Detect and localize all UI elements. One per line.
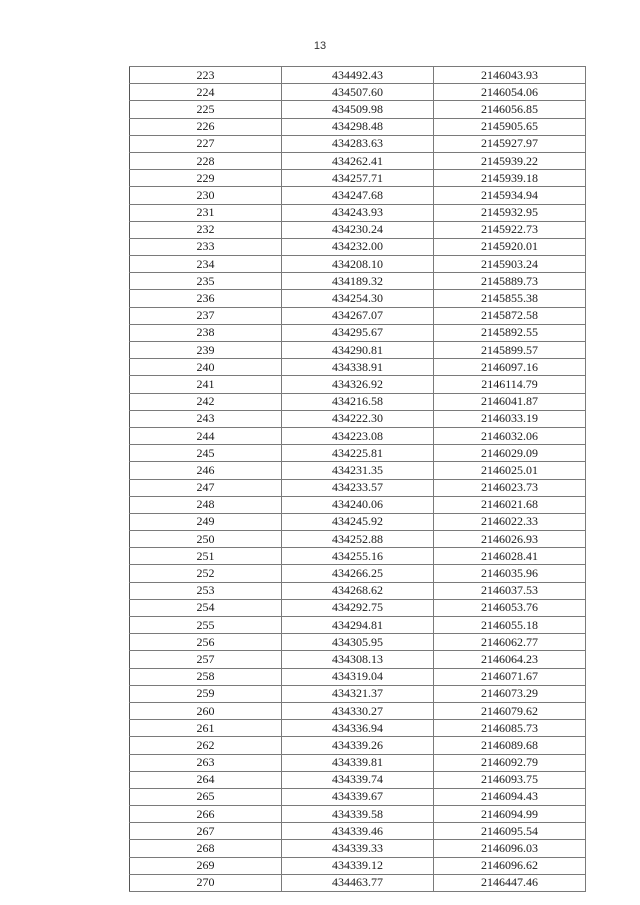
point-number-cell: 237 [130,307,282,324]
x-coordinate-cell: 434262.41 [282,152,434,169]
point-number-cell: 230 [130,187,282,204]
table-row [130,152,586,169]
table-row [130,84,586,101]
table-row [130,393,586,410]
y-coordinate-cell: 2145855.38 [434,290,586,307]
point-number-cell: 261 [130,720,282,737]
x-coordinate-cell: 434216.58 [282,393,434,410]
point-number-cell: 245 [130,445,282,462]
x-coordinate-cell: 434339.33 [282,840,434,857]
y-coordinate-cell: 2146071.67 [434,668,586,685]
x-coordinate-cell: 434336.94 [282,720,434,737]
table-row [130,67,586,84]
x-coordinate-cell: 434338.91 [282,359,434,376]
table-row [130,359,586,376]
y-coordinate-cell: 2146055.18 [434,617,586,634]
table-row [130,874,586,891]
point-number-cell: 263 [130,754,282,771]
point-number-cell: 224 [130,84,282,101]
point-number-cell: 264 [130,771,282,788]
y-coordinate-cell: 2146447.46 [434,874,586,891]
table-row [130,204,586,221]
y-coordinate-cell: 2146064.23 [434,651,586,668]
point-number-cell: 260 [130,702,282,719]
y-coordinate-cell: 2146043.93 [434,67,586,84]
point-number-cell: 238 [130,324,282,341]
point-number-cell: 242 [130,393,282,410]
x-coordinate-cell: 434233.57 [282,479,434,496]
table-row [130,685,586,702]
point-number-cell: 231 [130,204,282,221]
table-row [130,307,586,324]
y-coordinate-cell: 2145922.73 [434,221,586,238]
y-coordinate-cell: 2146022.33 [434,513,586,530]
x-coordinate-cell: 434245.92 [282,513,434,530]
point-number-cell: 243 [130,410,282,427]
table-row [130,445,586,462]
point-number-cell: 225 [130,101,282,118]
page-number: 13 [313,40,327,52]
x-coordinate-cell: 434292.75 [282,599,434,616]
point-number-cell: 234 [130,256,282,273]
x-coordinate-cell: 434247.68 [282,187,434,204]
y-coordinate-cell: 2145905.65 [434,118,586,135]
y-coordinate-cell: 2146094.43 [434,788,586,805]
point-number-cell: 250 [130,531,282,548]
point-number-cell: 256 [130,634,282,651]
table-row [130,256,586,273]
x-coordinate-cell: 434463.77 [282,874,434,891]
table-row [130,342,586,359]
table-row [130,513,586,530]
y-coordinate-cell: 2146023.73 [434,479,586,496]
x-coordinate-cell: 434243.93 [282,204,434,221]
x-coordinate-cell: 434266.25 [282,565,434,582]
point-number-cell: 228 [130,152,282,169]
point-number-cell: 270 [130,874,282,891]
y-coordinate-cell: 2146026.93 [434,531,586,548]
y-coordinate-cell: 2146053.76 [434,599,586,616]
y-coordinate-cell: 2146025.01 [434,462,586,479]
table-row [130,273,586,290]
table-row [130,720,586,737]
point-number-cell: 247 [130,479,282,496]
point-number-cell: 258 [130,668,282,685]
y-coordinate-cell: 2145889.73 [434,273,586,290]
x-coordinate-cell: 434298.48 [282,118,434,135]
y-coordinate-cell: 2146035.96 [434,565,586,582]
y-coordinate-cell: 2146032.06 [434,427,586,444]
x-coordinate-cell: 434330.27 [282,702,434,719]
y-coordinate-cell: 2146092.79 [434,754,586,771]
point-number-cell: 241 [130,376,282,393]
x-coordinate-cell: 434492.43 [282,67,434,84]
point-number-cell: 265 [130,788,282,805]
point-number-cell: 248 [130,496,282,513]
table-row [130,427,586,444]
point-number-cell: 227 [130,135,282,152]
x-coordinate-cell: 434305.95 [282,634,434,651]
table-row [130,737,586,754]
table-row [130,840,586,857]
table-row [130,823,586,840]
x-coordinate-cell: 434319.04 [282,668,434,685]
table-row [130,582,586,599]
point-number-cell: 251 [130,548,282,565]
table-row [130,170,586,187]
y-coordinate-cell: 2146021.68 [434,496,586,513]
point-number-cell: 253 [130,582,282,599]
y-coordinate-cell: 2146037.53 [434,582,586,599]
x-coordinate-cell: 434509.98 [282,101,434,118]
x-coordinate-cell: 434339.46 [282,823,434,840]
y-coordinate-cell: 2145892.55 [434,324,586,341]
point-number-cell: 235 [130,273,282,290]
table-row [130,410,586,427]
x-coordinate-cell: 434230.24 [282,221,434,238]
table-row [130,634,586,651]
table-row [130,290,586,307]
y-coordinate-cell: 2146095.54 [434,823,586,840]
table-row [130,101,586,118]
y-coordinate-cell: 2145927.97 [434,135,586,152]
y-coordinate-cell: 2146096.03 [434,840,586,857]
point-number-cell: 255 [130,617,282,634]
x-coordinate-cell: 434267.07 [282,307,434,324]
y-coordinate-cell: 2145899.57 [434,342,586,359]
x-coordinate-cell: 434339.74 [282,771,434,788]
point-number-cell: 233 [130,238,282,255]
point-number-cell: 232 [130,221,282,238]
point-number-cell: 240 [130,359,282,376]
coordinates-table [129,66,586,892]
x-coordinate-cell: 434189.32 [282,273,434,290]
x-coordinate-cell: 434254.30 [282,290,434,307]
x-coordinate-cell: 434339.12 [282,857,434,874]
x-coordinate-cell: 434255.16 [282,548,434,565]
point-number-cell: 229 [130,170,282,187]
x-coordinate-cell: 434252.88 [282,531,434,548]
table-row [130,702,586,719]
y-coordinate-cell: 2146062.77 [434,634,586,651]
point-number-cell: 223 [130,67,282,84]
y-coordinate-cell: 2145939.18 [434,170,586,187]
y-coordinate-cell: 2146054.06 [434,84,586,101]
table-row [130,462,586,479]
point-number-cell: 254 [130,599,282,616]
table-row [130,788,586,805]
point-number-cell: 239 [130,342,282,359]
coordinates-table-wrapper [129,66,585,892]
table-row [130,479,586,496]
x-coordinate-cell: 434295.67 [282,324,434,341]
table-row [130,376,586,393]
x-coordinate-cell: 434339.26 [282,737,434,754]
x-coordinate-cell: 434326.92 [282,376,434,393]
y-coordinate-cell: 2146089.68 [434,737,586,754]
y-coordinate-cell: 2146079.62 [434,702,586,719]
x-coordinate-cell: 434294.81 [282,617,434,634]
y-coordinate-cell: 2146056.85 [434,101,586,118]
x-coordinate-cell: 434231.35 [282,462,434,479]
y-coordinate-cell: 2146028.41 [434,548,586,565]
table-row [130,651,586,668]
point-number-cell: 267 [130,823,282,840]
x-coordinate-cell: 434507.60 [282,84,434,101]
y-coordinate-cell: 2145932.95 [434,204,586,221]
x-coordinate-cell: 434321.37 [282,685,434,702]
table-row [130,187,586,204]
point-number-cell: 268 [130,840,282,857]
point-number-cell: 244 [130,427,282,444]
y-coordinate-cell: 2146029.09 [434,445,586,462]
x-coordinate-cell: 434339.58 [282,806,434,823]
y-coordinate-cell: 2146093.75 [434,771,586,788]
x-coordinate-cell: 434208.10 [282,256,434,273]
coordinates-table-body [130,67,586,892]
point-number-cell: 266 [130,806,282,823]
y-coordinate-cell: 2145872.58 [434,307,586,324]
y-coordinate-cell: 2146085.73 [434,720,586,737]
x-coordinate-cell: 434339.67 [282,788,434,805]
table-row [130,548,586,565]
table-row [130,496,586,513]
y-coordinate-cell: 2146041.87 [434,393,586,410]
y-coordinate-cell: 2146114.79 [434,376,586,393]
x-coordinate-cell: 434240.06 [282,496,434,513]
table-row [130,531,586,548]
table-row [130,221,586,238]
table-row [130,565,586,582]
x-coordinate-cell: 434268.62 [282,582,434,599]
y-coordinate-cell: 2146094.99 [434,806,586,823]
x-coordinate-cell: 434308.13 [282,651,434,668]
table-row [130,668,586,685]
x-coordinate-cell: 434257.71 [282,170,434,187]
point-number-cell: 259 [130,685,282,702]
table-row [130,754,586,771]
y-coordinate-cell: 2145934.94 [434,187,586,204]
point-number-cell: 262 [130,737,282,754]
y-coordinate-cell: 2145939.22 [434,152,586,169]
point-number-cell: 252 [130,565,282,582]
table-row [130,135,586,152]
x-coordinate-cell: 434223.08 [282,427,434,444]
point-number-cell: 226 [130,118,282,135]
point-number-cell: 249 [130,513,282,530]
x-coordinate-cell: 434290.81 [282,342,434,359]
point-number-cell: 246 [130,462,282,479]
table-row [130,771,586,788]
table-row [130,806,586,823]
table-row [130,238,586,255]
y-coordinate-cell: 2145903.24 [434,256,586,273]
y-coordinate-cell: 2146097.16 [434,359,586,376]
x-coordinate-cell: 434232.00 [282,238,434,255]
table-row [130,857,586,874]
point-number-cell: 257 [130,651,282,668]
y-coordinate-cell: 2146073.29 [434,685,586,702]
table-row [130,617,586,634]
x-coordinate-cell: 434222.30 [282,410,434,427]
y-coordinate-cell: 2145920.01 [434,238,586,255]
x-coordinate-cell: 434283.63 [282,135,434,152]
y-coordinate-cell: 2146033.19 [434,410,586,427]
point-number-cell: 269 [130,857,282,874]
x-coordinate-cell: 434225.81 [282,445,434,462]
table-row [130,599,586,616]
x-coordinate-cell: 434339.81 [282,754,434,771]
y-coordinate-cell: 2146096.62 [434,857,586,874]
table-row [130,324,586,341]
point-number-cell: 236 [130,290,282,307]
table-row [130,118,586,135]
